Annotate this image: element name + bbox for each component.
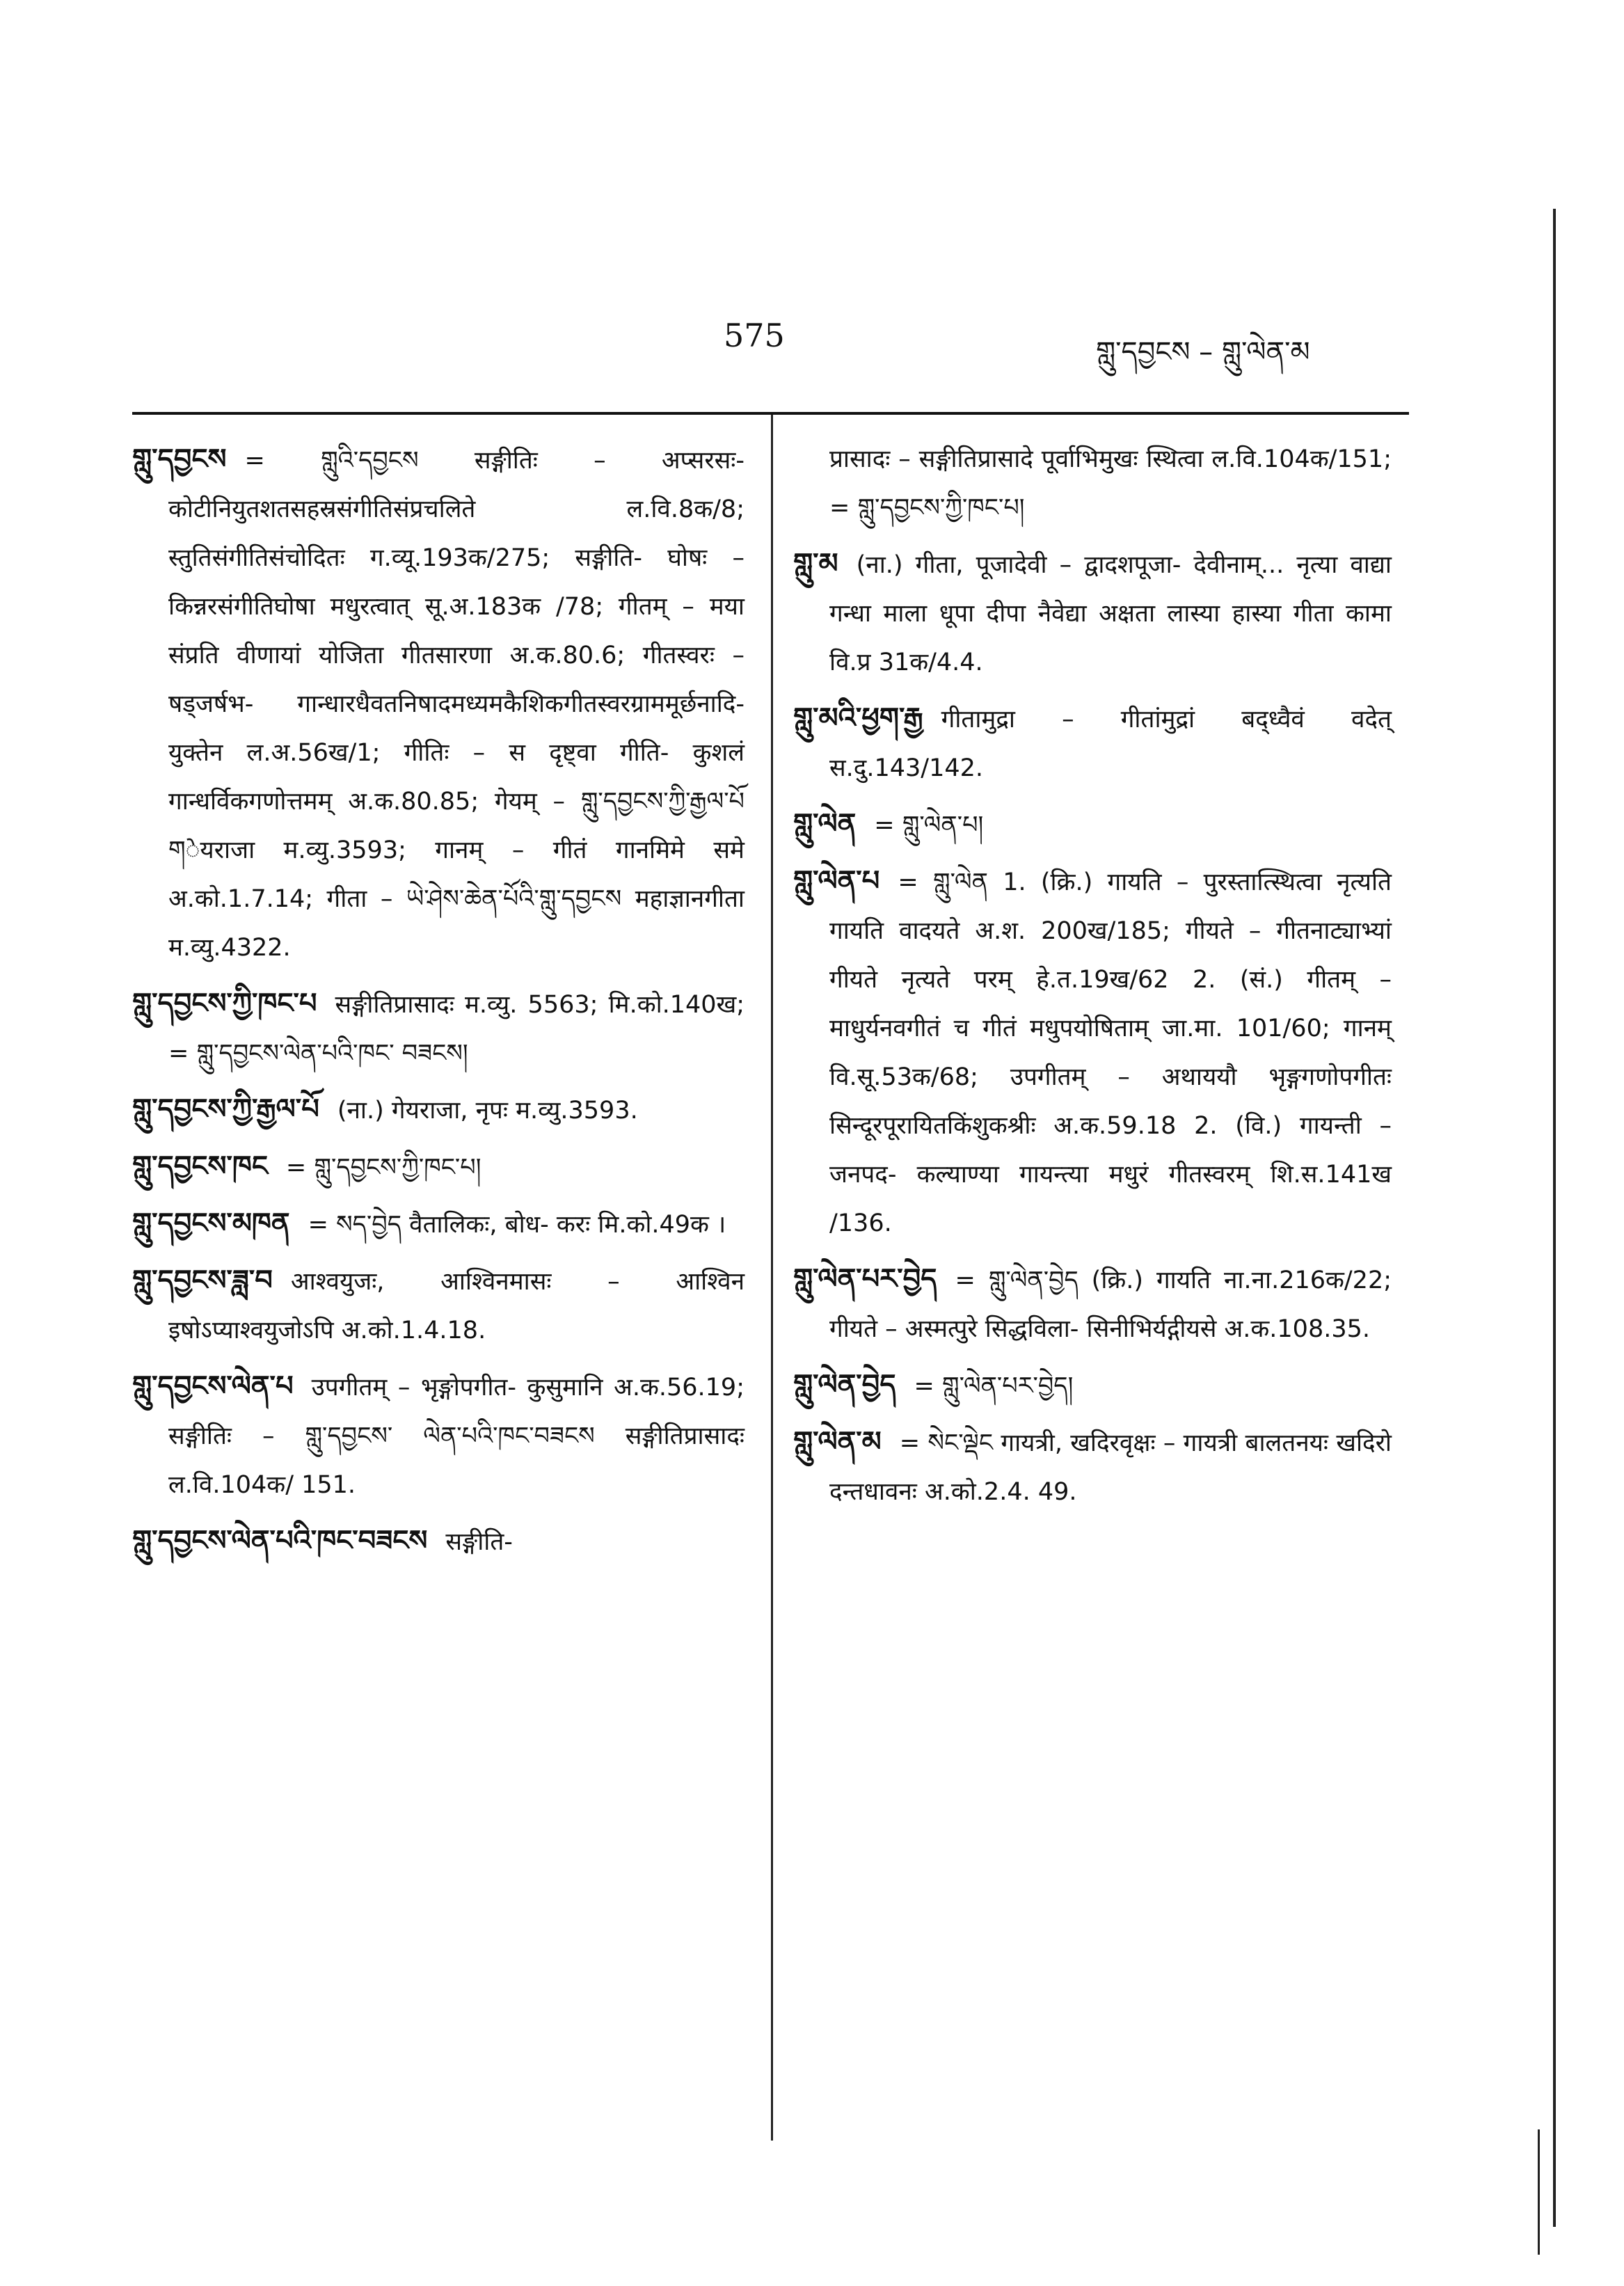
- entry-definition: उपगीतम् – भृङ्गोपगीत- कुसुमानि अ.क.56.19; सङ्गीतिः – གླུ་དབྱངས་ ལེན་པའི་ཁང་བཟངས सङ्गीतिप्रासादः ल.वि.104क/ 151.: [168, 1374, 745, 1499]
- entry-headword: གླུ་དབྱངས་ཀྱི་ཁང་པ: [132, 987, 317, 1019]
- entry-definition: = གླུ་ལེན 1. (क्रि.) गायति – पुरस्तात्स्थित्वा नृत्यति गायति वादयते अ.श. 200ख/185; गीयते – गीतनाट्याभ्यां गीयते नृत्यते परम् हे.त.19ख/62 2. (सं.) गीतम् – माधुर्यनवगीतं च गीतं मधुपयोषिताम् जा.मा. 101/60; गानम् वि.सू.53क/68; उपगीतम् – अथाययौ भृङ्गगणोपगीतः सिन्दूरपूरायितकिंशुकश्रीः अ.क.59.18 2. (वि.) गायन्ती – जनपद- कल्याण्या गायन्त्या मधुरं गीतस्वरम् शि.स.141ख /136.: [829, 868, 1392, 1237]
- entry-definition: = གླུའི་དབྱངས सङ्गीतिः – अप्सरसः- कोटीनियुतशतसहस्रसंगीतिसंप्रचलिते ल.वि.8क/8; स्तुतिसंगीतिसंचोदितः ग.व्यू.193क/275; सङ्गीति- घोषः – किन्नरसंगीतिघोषा मधुरत्वात् सू.अ.183क /78; गीतम् – मया संप्रति वीणायां योजिता गीतसारणा अ.क.80.6; गीतस्वरः – षड्जर्षभ- गान्धारधैवतनिषादमध्यमकैशिकगीतस्वरग्राममूर्छनादि- युक्तेन ल.अ.56ख/1; गीतिः – स दृष्ट्वा गीति- कुशलं गान्धर्विकगणोत्तमम् अ.क.80.85; गेयम् – གླུ་དབྱངས་ཀྱི་རྒྱལ་པོ གेयराजा म.व्यु.3593; गानम् – गीतं गानमिमे समे अ.को.1.7.14; गीता – ཡེ་ཤེས་ཆེན་པོའི་གླུ་དབྱངས महाज्ञानगीता म.व्यु.4322.: [168, 447, 745, 962]
- column-divider: [771, 415, 773, 2141]
- entry-definition: = སེང་ལྡེང गायत्री, खदिरवृक्षः – गायत्री बालतनयः खदिरो दन्तधावनः अ.को.2.4. 49.: [829, 1429, 1392, 1506]
- entry-headword: གླུ་མའི་ཕྱག་རྒྱ: [793, 702, 923, 734]
- entry-headword: གླུ་དབྱངས་ཁང: [132, 1150, 268, 1182]
- entry-definition: सङ्गीति-: [445, 1528, 513, 1556]
- dictionary-entry: [793, 1255, 1392, 1354]
- entry-headword: གླུ་དབྱངས: [132, 443, 227, 475]
- entry-definition: = གླུ་ལེན་པར་བྱེད།: [914, 1372, 1074, 1400]
- entry-definition: सङ्गीतिप्रासादः म.व्यु. 5563; मि.को.140ख; = གླུ་དབྱངས་ལེན་པའི་ཁང་ བཟངས།: [168, 991, 745, 1067]
- entry-definition: (ना.) गेयराजा, नृपः म.व्यु.3593.: [337, 1097, 638, 1125]
- dictionary-entry: [132, 1199, 745, 1249]
- dictionary-entry: [793, 694, 1392, 793]
- entry-headword: གླུ་ལེན་པར་བྱེད: [793, 1263, 937, 1295]
- entry-headword: གླུ་དབྱངས་ལེན་པའི་ཁང་བཟངས: [132, 1525, 428, 1557]
- entry-headword: གླུ་དབྱངས་ཀྱི་རྒྱལ་པོ: [132, 1093, 319, 1125]
- entry-headword: གླུ་མ: [793, 548, 838, 580]
- dictionary-entry: [132, 979, 745, 1078]
- dictionary-entry: [132, 1085, 745, 1135]
- entry-headword: གླུ་དབྱངས་ལེན་པ: [132, 1370, 294, 1402]
- dictionary-entry: [132, 1256, 745, 1355]
- dictionary-entry: [793, 1360, 1392, 1411]
- left-column: [132, 435, 745, 1573]
- entry-headword: གླུ་ལེན་བྱེད: [793, 1369, 896, 1401]
- dictionary-entry: [132, 1142, 745, 1192]
- entry-definition: = གླུ་དབྱངས་ཀྱི་ཁང་པ།: [285, 1154, 481, 1182]
- entry-definition: = གླུ་ལེན་བྱེད (क्रि.) गायति ना.ना.216क/22; गीयते – अस्मत्पुरे सिद्धविला- सिनीभिर्यद्गीयसे अ.क.108.35.: [829, 1267, 1392, 1343]
- page-edge-line: [1553, 209, 1556, 2227]
- dictionary-entry: [132, 1516, 745, 1566]
- right-column: [793, 435, 1392, 1523]
- entry-definition: = སད་བྱེད वैतालिकः, बोध- करः मि.को.49क ।: [308, 1211, 726, 1239]
- entry-headword: གླུ་དབྱངས་མཁན: [132, 1207, 290, 1239]
- entry-definition: = གླུ་ལེན་པ།: [874, 811, 984, 839]
- entry-headword: གླུ་ལེན་མ: [793, 1426, 882, 1458]
- entry-definition: (ना.) गीता, पूजादेवी – द्वादशपूजा- देवीनाम्... नृत्या वाद्या गन्धा माला धूपा दीपा नैवेद्या अक्षता लास्या हास्या गीता कामा वि.प्र 31क/4.4.: [829, 551, 1392, 676]
- dictionary-entry: [793, 857, 1392, 1248]
- dictionary-entry: [793, 800, 1392, 850]
- page-edge-line-secondary: [1538, 2129, 1540, 2255]
- entry-headword: གླུ་ལེན: [793, 808, 857, 840]
- entry-headword: གླུ་དབྱངས་ཟླ་བ: [132, 1264, 273, 1296]
- entry-definition: आश्वयुजः, आश्विनमासः – आश्विन इषोऽप्याश्वयुजोऽपि अ.को.1.4.18.: [168, 1268, 745, 1344]
- dictionary-entry: [793, 1418, 1392, 1516]
- dictionary-entry: [132, 435, 745, 972]
- entry-definition: प्रासादः – सङ्गीतिप्रासादे पूर्वाभिमुखः स्थित्वा ल.वि.104क/151; = གླུ་དབྱངས་ཀྱི་ཁང་པ།: [829, 445, 1392, 522]
- page-number: 575: [724, 317, 785, 354]
- running-head: གླུ་དབྱངས – གླུ་ལེན་མ: [1096, 336, 1310, 368]
- entry-headword: གླུ་ལེན་པ: [793, 865, 880, 897]
- dictionary-entry: [793, 539, 1392, 687]
- dictionary-entry-continued: [793, 435, 1392, 532]
- entry-definition: गीतामुद्रा – गीतांमुद्रां बद्ध्वैवं वदेत् स.दु.143/142.: [829, 706, 1392, 782]
- dictionary-entry: [132, 1362, 745, 1509]
